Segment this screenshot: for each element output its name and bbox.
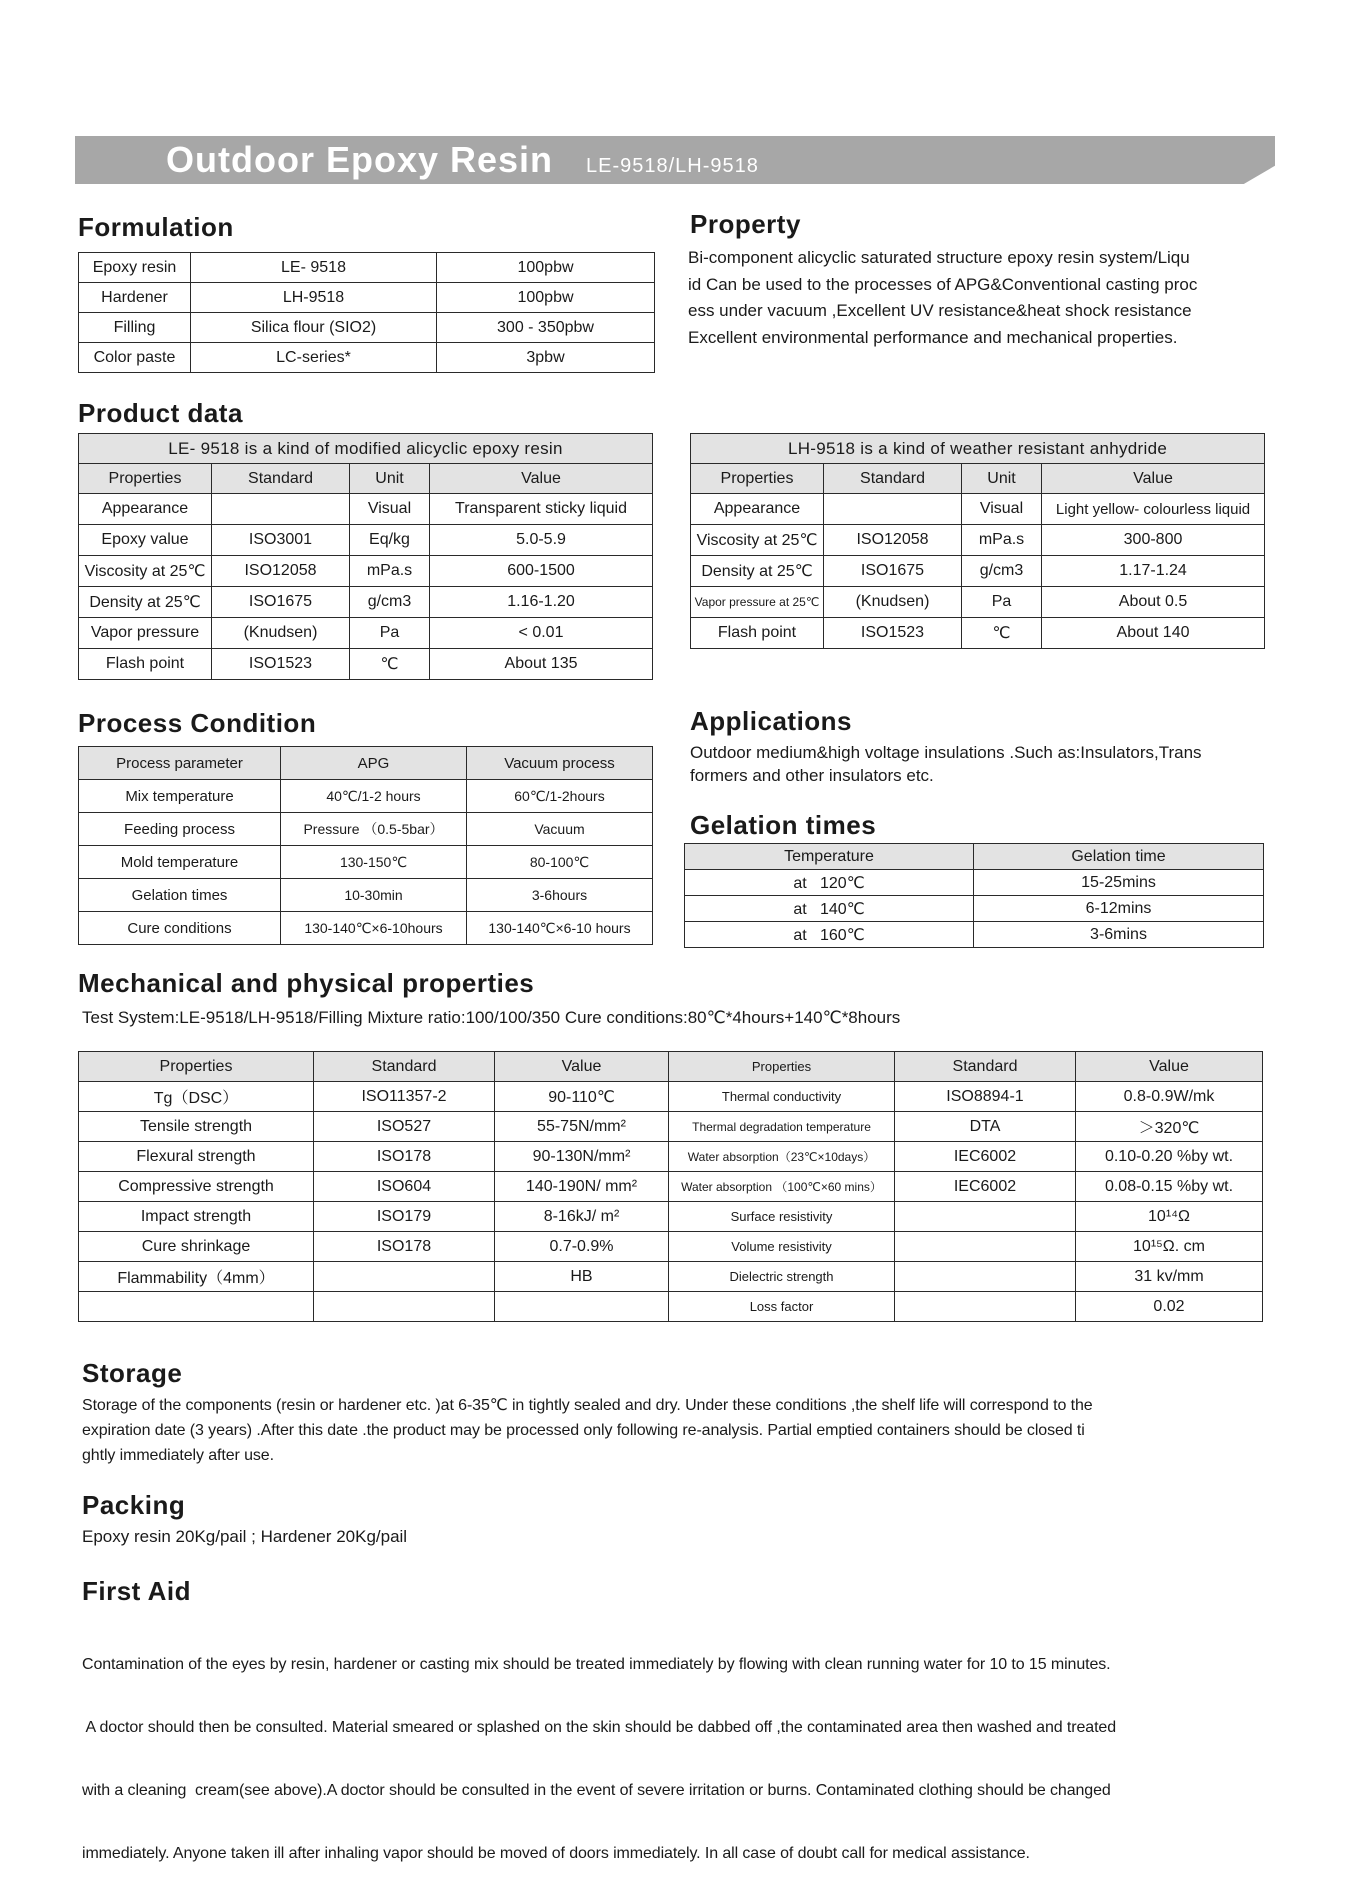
cell: 0.10-0.20 %by wt. xyxy=(1076,1142,1263,1172)
cell xyxy=(895,1232,1076,1262)
table-row xyxy=(79,1082,1263,1112)
column-header: Standard xyxy=(212,464,350,494)
cell: Viscosity at 25℃ xyxy=(79,556,212,587)
cell: 10-30min xyxy=(281,879,467,912)
hardener-table-caption: LH-9518 is a kind of weather resistant anhydride xyxy=(691,434,1265,464)
cell: HB xyxy=(495,1262,669,1292)
cell: Density at 25℃ xyxy=(79,587,212,618)
cell xyxy=(895,1262,1076,1292)
cell: at 140℃ xyxy=(685,896,974,922)
text-line: Bi-component alicyclic saturated structure epoxy resin system/Liqu xyxy=(688,248,1190,267)
cell: 3pbw xyxy=(437,343,655,373)
cell: 3-6hours xyxy=(467,879,653,912)
table-row xyxy=(79,879,653,912)
cell xyxy=(495,1292,669,1322)
cell: 1.17-1.24 xyxy=(1042,556,1265,587)
table-row xyxy=(691,525,1265,556)
text-line: immediately. Anyone taken ill after inhaling vapor should be moved of doors immediately. In all case of doubt call for medical assistance. xyxy=(82,1845,1030,1862)
cell: ISO1675 xyxy=(212,587,350,618)
text-line: ghtly immediately after use. xyxy=(82,1447,274,1464)
table-header-row xyxy=(79,464,653,494)
property-heading: Property xyxy=(690,209,801,239)
column-header: APG xyxy=(281,747,467,780)
table-row xyxy=(79,556,653,587)
column-header: Standard xyxy=(314,1052,495,1082)
cell: Mold temperature xyxy=(79,846,281,879)
table-row xyxy=(691,618,1265,649)
table-row xyxy=(79,846,653,879)
table-row xyxy=(691,587,1265,618)
cell: ISO12058 xyxy=(824,525,962,556)
cell: 100pbw xyxy=(437,283,655,313)
first-aid-text xyxy=(82,1612,1272,1885)
table-row xyxy=(79,1172,1263,1202)
mechanical-properties-table xyxy=(78,1051,1263,1322)
cell: 40℃/1-2 hours xyxy=(281,780,467,813)
column-header: Standard xyxy=(824,464,962,494)
table-row xyxy=(79,1262,1263,1292)
cell: Gelation times xyxy=(79,879,281,912)
cell: 130-140℃×6-10 hours xyxy=(467,912,653,945)
cell: Color paste xyxy=(79,343,191,373)
cell: Water absorption（23℃×10days） xyxy=(669,1142,895,1172)
text-line: formers and other insulators etc. xyxy=(690,766,934,785)
table-row xyxy=(79,283,655,313)
table-row xyxy=(79,1112,1263,1142)
text-line: id Can be used to the processes of APG&Conventional casting proc xyxy=(688,274,1198,294)
column-header: Value xyxy=(495,1052,669,1082)
cell: ISO179 xyxy=(314,1202,495,1232)
packing-heading: Packing xyxy=(82,1490,186,1520)
cell: Flash point xyxy=(691,618,824,649)
cell: Pa xyxy=(350,618,430,649)
cell: 80-100℃ xyxy=(467,846,653,879)
cell: Compressive strength xyxy=(79,1172,314,1202)
cell: g/cm3 xyxy=(350,587,430,618)
cell: LH-9518 xyxy=(191,283,437,313)
cell: Flexural strength xyxy=(79,1142,314,1172)
cell: LC-series* xyxy=(191,343,437,373)
column-header: Temperature xyxy=(685,844,974,870)
cell: Epoxy resin xyxy=(79,253,191,283)
cell: mPa.s xyxy=(962,525,1042,556)
product-code: LE-9518/LH-9518 xyxy=(586,155,759,177)
table-header-row xyxy=(691,464,1265,494)
cell: 0.02 xyxy=(1076,1292,1263,1322)
cell: Viscosity at 25℃ xyxy=(691,525,824,556)
column-header: Gelation time xyxy=(974,844,1264,870)
cell: Visual xyxy=(962,494,1042,525)
cell: ISO178 xyxy=(314,1232,495,1262)
column-header: Properties xyxy=(691,464,824,494)
cell: 15-25mins xyxy=(974,870,1264,896)
column-header: Unit xyxy=(350,464,430,494)
cell: IEC6002 xyxy=(895,1172,1076,1202)
table-header-row xyxy=(79,747,653,780)
cell: (Knudsen) xyxy=(212,618,350,649)
text-line: Excellent environmental performance and mechanical properties. xyxy=(688,327,1178,347)
cell xyxy=(824,494,962,525)
table-row xyxy=(691,494,1265,525)
cell: 0.7-0.9% xyxy=(495,1232,669,1262)
text-line: ess under vacuum ,Excellent UV resistance&heat shock resistance xyxy=(688,301,1192,320)
cell: 3-6mins xyxy=(974,922,1264,948)
cell: Density at 25℃ xyxy=(691,556,824,587)
cell: 55-75N/mm² xyxy=(495,1112,669,1142)
cell: Eq/kg xyxy=(350,525,430,556)
table-row xyxy=(79,813,653,846)
table-row xyxy=(685,922,1264,948)
formulation-heading: Formulation xyxy=(78,212,234,242)
cell: Vapor pressure xyxy=(79,618,212,649)
table-header-row xyxy=(685,844,1264,870)
storage-text xyxy=(82,1393,1272,1468)
text-line: Outdoor medium&high voltage insulations .Such as:Insulators,Trans xyxy=(690,743,1202,762)
cell: Silica flour (SIO2) xyxy=(191,313,437,343)
column-header: Standard xyxy=(895,1052,1076,1082)
cell: 100pbw xyxy=(437,253,655,283)
text-line: A doctor should then be consulted. Material smeared or splashed on the skin should be dabbed off ,the contaminated area then washed and treated xyxy=(82,1719,1117,1736)
table-row xyxy=(685,896,1264,922)
cell: Hardener xyxy=(79,283,191,313)
text-line: Contamination of the eyes by resin, hardener or casting mix should be treated immediately by flowing with clean running water for 10 to 15 minutes. xyxy=(82,1656,1111,1673)
column-header: Process parameter xyxy=(79,747,281,780)
table-row xyxy=(79,912,653,945)
column-header: Vacuum process xyxy=(467,747,653,780)
hardener-data-table xyxy=(690,433,1265,649)
cell: ℃ xyxy=(350,649,430,680)
cell: Flammability（4mm） xyxy=(79,1262,314,1292)
cell: ISO1675 xyxy=(824,556,962,587)
cell: 90-110℃ xyxy=(495,1082,669,1112)
table-row xyxy=(685,870,1264,896)
cell: 60℃/1-2hours xyxy=(467,780,653,813)
mechanical-heading: Mechanical and physical properties xyxy=(78,968,535,998)
formulation-table xyxy=(78,252,655,373)
cell: ℃ xyxy=(962,618,1042,649)
column-header: Value xyxy=(1076,1052,1263,1082)
cell: About 140 xyxy=(1042,618,1265,649)
cell: Cure shrinkage xyxy=(79,1232,314,1262)
page-title: Outdoor Epoxy Resin xyxy=(166,139,554,180)
cell: Volume resistivity xyxy=(669,1232,895,1262)
cell: Filling xyxy=(79,313,191,343)
cell xyxy=(212,494,350,525)
cell xyxy=(314,1262,495,1292)
cell: at 160℃ xyxy=(685,922,974,948)
text-line: Storage of the components (resin or hardener etc. )at 6-35℃ in tightly sealed and dry. Under these conditions ,the shelf life will correspond to the xyxy=(82,1397,1093,1414)
table-row xyxy=(79,313,655,343)
applications-heading: Applications xyxy=(690,706,853,736)
cell: 8-16kJ/ m² xyxy=(495,1202,669,1232)
cell xyxy=(895,1202,1076,1232)
cell: Mix temperature xyxy=(79,780,281,813)
cell: g/cm3 xyxy=(962,556,1042,587)
column-header: Properties xyxy=(79,464,212,494)
cell: Vapor pressure at 25℃ xyxy=(691,587,824,618)
cell: Flash point xyxy=(79,649,212,680)
table-row xyxy=(79,780,653,813)
first-aid-heading: First Aid xyxy=(82,1576,191,1606)
cell: Vacuum xyxy=(467,813,653,846)
cell: About 135 xyxy=(430,649,653,680)
cell: Appearance xyxy=(79,494,212,525)
storage-heading: Storage xyxy=(82,1358,183,1388)
gelation-heading: Gelation times xyxy=(690,810,877,840)
cell: Tg（DSC） xyxy=(79,1082,314,1112)
column-header: Unit xyxy=(962,464,1042,494)
cell: ISO3001 xyxy=(212,525,350,556)
cell: 6-12mins xyxy=(974,896,1264,922)
cell: DTA xyxy=(895,1112,1076,1142)
cell: Visual xyxy=(350,494,430,525)
cell: ISO11357-2 xyxy=(314,1082,495,1112)
cell: 130-150℃ xyxy=(281,846,467,879)
cell: Epoxy value xyxy=(79,525,212,556)
text-line: expiration date (3 years) .After this date .the product may be processed only following re-analysis. Partial emptied containers should be closed ti xyxy=(82,1422,1085,1439)
table-row xyxy=(79,1142,1263,1172)
cell: ISO178 xyxy=(314,1142,495,1172)
cell: Pa xyxy=(962,587,1042,618)
cell: 10¹⁵Ω. cm xyxy=(1076,1232,1263,1262)
cell: ISO604 xyxy=(314,1172,495,1202)
cell xyxy=(79,1292,314,1322)
cell: (Knudsen) xyxy=(824,587,962,618)
text-line: with a cleaning cream(see above).A doctor should be consulted in the event of severe irritation or burns. Contaminated clothing should be changed xyxy=(82,1782,1111,1799)
cell: ISO1523 xyxy=(212,649,350,680)
column-header: Value xyxy=(1042,464,1265,494)
test-system-text: Test System:LE-9518/LH-9518/Filling Mixture ratio:100/100/350 Cure conditions:80℃*4hours+140℃*8hours xyxy=(82,1008,901,1027)
cell: Tensile strength xyxy=(79,1112,314,1142)
table-row xyxy=(79,494,653,525)
cell: mPa.s xyxy=(350,556,430,587)
cell: 5.0-5.9 xyxy=(430,525,653,556)
table-row xyxy=(79,1232,1263,1262)
table-row xyxy=(79,618,653,649)
gelation-table xyxy=(684,843,1264,948)
property-text xyxy=(688,245,1288,351)
cell: Water absorption （100℃×60 mins） xyxy=(669,1172,895,1202)
table-row xyxy=(79,343,655,373)
table-header-row xyxy=(79,1052,1263,1082)
cell: Cure conditions xyxy=(79,912,281,945)
cell: Feeding process xyxy=(79,813,281,846)
cell: 90-130N/mm² xyxy=(495,1142,669,1172)
cell: ＞320℃ xyxy=(1076,1112,1263,1142)
table-row xyxy=(79,1202,1263,1232)
cell: < 0.01 xyxy=(430,618,653,649)
cell: Thermal degradation temperature xyxy=(669,1112,895,1142)
table-row xyxy=(691,556,1265,587)
cell xyxy=(895,1292,1076,1322)
applications-text xyxy=(690,741,1280,787)
cell: 31 kv/mm xyxy=(1076,1262,1263,1292)
cell: 0.08-0.15 %by wt. xyxy=(1076,1172,1263,1202)
cell: ISO1523 xyxy=(824,618,962,649)
packing-text: Epoxy resin 20Kg/pail ; Hardener 20Kg/pail xyxy=(82,1527,408,1546)
column-header: Properties xyxy=(79,1052,314,1082)
resin-table-caption: LE- 9518 is a kind of modified alicyclic epoxy resin xyxy=(79,434,653,464)
table-row xyxy=(79,587,653,618)
cell: 130-140℃×6-10hours xyxy=(281,912,467,945)
column-header: Value xyxy=(430,464,653,494)
cell: Pressure （0.5-5bar） xyxy=(281,813,467,846)
cell: Loss factor xyxy=(669,1292,895,1322)
cell: 300 - 350pbw xyxy=(437,313,655,343)
cell: 300-800 xyxy=(1042,525,1265,556)
cell: About 0.5 xyxy=(1042,587,1265,618)
cell: Thermal conductivity xyxy=(669,1082,895,1112)
cell: IEC6002 xyxy=(895,1142,1076,1172)
resin-data-table xyxy=(78,433,653,680)
table-row xyxy=(79,525,653,556)
cell: Appearance xyxy=(691,494,824,525)
cell: Impact strength xyxy=(79,1202,314,1232)
cell: ISO527 xyxy=(314,1112,495,1142)
cell: Transparent sticky liquid xyxy=(430,494,653,525)
cell: Light yellow- colourless liquid xyxy=(1042,494,1265,525)
cell: at 120℃ xyxy=(685,870,974,896)
cell: ISO8894-1 xyxy=(895,1082,1076,1112)
column-header: Properties xyxy=(669,1052,895,1082)
table-row xyxy=(79,253,655,283)
cell: 600-1500 xyxy=(430,556,653,587)
table-row xyxy=(79,649,653,680)
cell: 0.8-0.9W/mk xyxy=(1076,1082,1263,1112)
cell xyxy=(314,1292,495,1322)
process-condition-heading: Process Condition xyxy=(78,708,317,738)
process-condition-table xyxy=(78,746,653,945)
cell: 1.16-1.20 xyxy=(430,587,653,618)
product-data-heading: Product data xyxy=(78,398,243,428)
cell: LE- 9518 xyxy=(191,253,437,283)
cell: 140-190N/ mm² xyxy=(495,1172,669,1202)
table-row xyxy=(79,1292,1263,1322)
cell: Dielectric strength xyxy=(669,1262,895,1292)
cell: 10¹⁴Ω xyxy=(1076,1202,1263,1232)
cell: Surface resistivity xyxy=(669,1202,895,1232)
cell: ISO12058 xyxy=(212,556,350,587)
